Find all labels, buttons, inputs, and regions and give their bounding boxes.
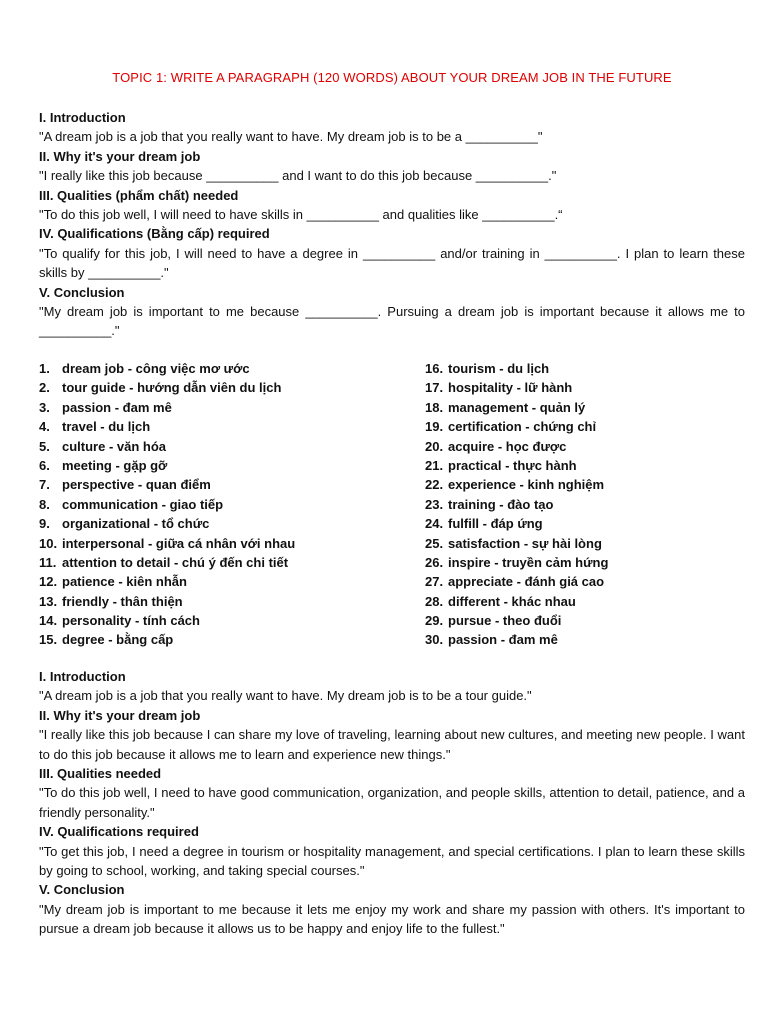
vocab-number: 17. bbox=[425, 380, 444, 396]
sample-heading-qualities: III. Qualities needed bbox=[39, 766, 162, 782]
vocab-term: personality - tính cách bbox=[62, 613, 200, 629]
vocab-item bbox=[425, 553, 745, 572]
vocab-item bbox=[425, 437, 745, 456]
vocab-item bbox=[39, 359, 419, 378]
vocab-number: 24. bbox=[425, 516, 444, 532]
sample-text-introduction: "A dream job is a job that you really want to have. My dream job is to be a tour guide." bbox=[39, 688, 532, 704]
vocab-number: 6. bbox=[39, 457, 50, 473]
vocab-number: 15. bbox=[39, 632, 58, 648]
vocab-term: culture - văn hóa bbox=[62, 438, 167, 454]
vocab-term: organizational - tổ chức bbox=[62, 516, 210, 532]
vocab-item bbox=[39, 475, 419, 494]
vocabulary-column-right bbox=[425, 359, 745, 650]
template-section bbox=[39, 108, 745, 341]
template-heading-qualifications: IV. Qualifications (Bằng cấp) required bbox=[39, 226, 270, 242]
vocab-number: 22. bbox=[425, 477, 444, 493]
vocab-term: hospitality - lữ hành bbox=[448, 380, 573, 396]
vocab-item bbox=[39, 572, 419, 591]
vocab-number: 25. bbox=[425, 535, 444, 551]
vocab-number: 12. bbox=[39, 574, 58, 590]
vocab-term: practical - thực hành bbox=[448, 457, 577, 473]
vocab-term: patience - kiên nhẫn bbox=[62, 574, 187, 590]
template-heading-qualities: III. Qualities (phẩm chất) needed bbox=[39, 187, 239, 203]
vocab-term: degree - bằng cấp bbox=[62, 632, 174, 648]
vocab-item bbox=[425, 398, 745, 417]
vocab-term: different - khác nhau bbox=[448, 593, 576, 609]
vocab-item bbox=[39, 378, 419, 397]
vocab-item bbox=[39, 592, 419, 611]
vocab-item bbox=[39, 611, 419, 630]
sample-heading-conclusion: V. Conclusion bbox=[39, 882, 125, 898]
vocab-term: passion - đam mê bbox=[62, 399, 172, 415]
vocab-item bbox=[425, 514, 745, 533]
vocab-item bbox=[425, 534, 745, 553]
vocab-number: 5. bbox=[39, 438, 50, 454]
vocab-term: management - quản lý bbox=[448, 399, 586, 415]
template-text-qualifications: "To qualify for this job, I will need to have a degree in __________ and/or training in __________. I plan to learn these skills by __________." bbox=[39, 245, 745, 281]
vocab-item bbox=[39, 534, 419, 553]
sample-section bbox=[39, 667, 745, 939]
vocab-term: passion - đam mê bbox=[448, 632, 558, 648]
sample-heading-introduction: I. Introduction bbox=[39, 669, 126, 684]
template-text-introduction: "A dream job is a job that you really want to have. My dream job is to be a __________" bbox=[39, 129, 543, 145]
template-text-qualities: "To do this job well, I will need to have skills in __________ and qualities like __________.“ bbox=[39, 207, 563, 223]
vocab-number: 19. bbox=[425, 419, 444, 435]
vocab-number: 27. bbox=[425, 574, 444, 590]
vocab-term: certification - chứng chỉ bbox=[448, 419, 597, 435]
vocab-number: 28. bbox=[425, 593, 444, 609]
vocab-item bbox=[425, 456, 745, 475]
vocab-term: meeting - gặp gỡ bbox=[62, 457, 168, 473]
template-heading-why: II. Why it's your dream job bbox=[39, 148, 201, 164]
vocab-term: appreciate - đánh giá cao bbox=[448, 574, 605, 590]
vocab-term: tour guide - hướng dẫn viên du lịch bbox=[62, 380, 282, 396]
vocab-number: 18. bbox=[425, 399, 444, 415]
vocab-term: satisfaction - sự hài lòng bbox=[448, 535, 602, 551]
vocab-number: 26. bbox=[425, 554, 444, 570]
vocab-item bbox=[425, 572, 745, 591]
vocab-term: experience - kinh nghiệm bbox=[448, 477, 605, 493]
vocab-item bbox=[425, 611, 745, 630]
vocab-number: 16. bbox=[425, 361, 444, 376]
vocab-item bbox=[425, 417, 745, 436]
vocab-number: 7. bbox=[39, 477, 50, 493]
vocab-item bbox=[425, 359, 745, 378]
vocab-term: fulfill - đáp ứng bbox=[448, 516, 543, 532]
vocab-number: 30. bbox=[425, 632, 444, 648]
vocab-term: communication - giao tiếp bbox=[62, 496, 224, 512]
vocab-item bbox=[425, 495, 745, 514]
template-text-conclusion: "My dream job is important to me because __________. Pursuing a dream job is important because it allows me to __________." bbox=[39, 304, 745, 339]
vocab-number: 8. bbox=[39, 496, 50, 512]
vocab-number: 21. bbox=[425, 457, 444, 473]
vocab-number: 14. bbox=[39, 613, 58, 629]
vocab-term: dream job - công việc mơ ước bbox=[62, 361, 250, 376]
vocab-term: friendly - thân thiện bbox=[62, 593, 183, 609]
vocab-item bbox=[39, 398, 419, 417]
template-heading-introduction: I. Introduction bbox=[39, 110, 126, 125]
vocab-item bbox=[39, 553, 419, 572]
vocab-number: 2. bbox=[39, 380, 50, 396]
vocab-item bbox=[425, 592, 745, 611]
vocab-number: 1. bbox=[39, 361, 50, 376]
sample-text-why: "I really like this job because I can share my love of traveling, learning about new cultures, and meeting new people. I want to do this job because it allows me to learn and experience new things." bbox=[39, 727, 745, 762]
sample-heading-qualifications: IV. Qualifications required bbox=[39, 824, 199, 840]
template-text-why: "I really like this job because __________ and I want to do this job because __________." bbox=[39, 168, 557, 184]
vocab-number: 20. bbox=[425, 438, 444, 454]
vocab-item bbox=[39, 495, 419, 514]
vocab-item bbox=[39, 417, 419, 436]
vocab-number: 29. bbox=[425, 613, 444, 629]
vocab-term: tourism - du lịch bbox=[448, 361, 550, 376]
vocab-number: 4. bbox=[39, 419, 50, 435]
vocab-term: perspective - quan điểm bbox=[62, 477, 211, 493]
vocab-number: 10. bbox=[39, 535, 58, 551]
sample-heading-why: II. Why it's your dream job bbox=[39, 707, 201, 723]
vocab-number: 13. bbox=[39, 593, 58, 609]
vocab-number: 23. bbox=[425, 496, 444, 512]
sample-text-qualifications: "To get this job, I need a degree in tourism or hospitality management, and special certifications. I plan to learn these skills by going to school, working, and taking special courses." bbox=[39, 843, 745, 879]
vocab-term: travel - du lịch bbox=[62, 419, 151, 435]
document-title: TOPIC 1: WRITE A PARAGRAPH (120 WORDS) ABOUT YOUR DREAM JOB IN THE FUTURE bbox=[112, 70, 672, 85]
vocab-term: inspire - truyền cảm hứng bbox=[448, 554, 609, 570]
vocab-term: attention to detail - chú ý đến chi tiết bbox=[62, 554, 289, 570]
vocab-item bbox=[39, 456, 419, 475]
vocab-term: interpersonal - giữa cá nhân với nhau bbox=[62, 535, 296, 551]
vocab-number: 9. bbox=[39, 516, 50, 532]
vocab-term: acquire - học được bbox=[448, 438, 567, 454]
vocab-item bbox=[425, 475, 745, 494]
vocab-item bbox=[39, 437, 419, 456]
vocab-term: training - đào tạo bbox=[448, 496, 554, 512]
vocab-term: pursue - theo đuổi bbox=[448, 613, 562, 629]
sample-text-qualities: "To do this job well, I need to have good communication, organization, and people skills, attention to detail, patience, and a friendly personality." bbox=[39, 785, 745, 820]
vocabulary-column-left bbox=[39, 359, 419, 650]
template-heading-conclusion: V. Conclusion bbox=[39, 284, 125, 300]
vocab-item bbox=[39, 630, 419, 649]
vocab-item bbox=[425, 378, 745, 397]
vocab-item bbox=[39, 514, 419, 533]
vocab-number: 11. bbox=[39, 554, 57, 570]
sample-text-conclusion: "My dream job is important to me because it lets me enjoy my work and share my passion with others. It's important to pursue a dream job because it allows us to be happy and enjoy life to the fullest." bbox=[39, 901, 745, 937]
vocab-item bbox=[425, 630, 745, 649]
vocab-number: 3. bbox=[39, 399, 50, 415]
